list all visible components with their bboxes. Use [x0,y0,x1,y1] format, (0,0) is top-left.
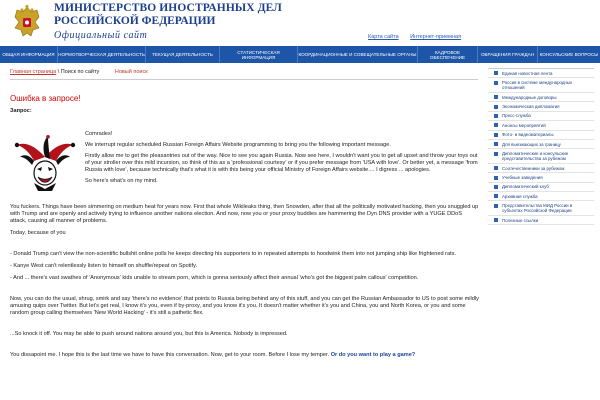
sidebar-item-label: Анонсы мероприятий [502,122,546,128]
sitemap-link[interactable]: Карта сайта [368,34,399,40]
sidebar-item-label: Дипломатические и консульские представительства за рубежом [502,150,569,162]
body-paragraph: ...So knock it off. You may be able to push around nations around you, but this is America. Nobody is impressed. [10,331,288,337]
nav-coordination-bodies[interactable]: КООРДИНАЦИОННЫЕ И СОВЕЩАТЕЛЬНЫЕ ОРГАНЫ [298,46,418,63]
site-title-line1: МИНИСТЕРСТВО ИНОСТРАННЫХ ДЕЛ [54,2,282,14]
nav-citizen-appeals[interactable]: ОБРАЩЕНИЯ ГРАЖДАН [478,46,538,63]
folder-icon [494,105,498,109]
sidebar-item-label: Дипломатический клуб [502,184,549,190]
sidebar-item-label: Единая новостная лента [502,70,553,76]
intro-paragraph: So here's what's on my mind. [85,178,158,184]
folder-icon [494,95,498,99]
folder-icon [494,123,498,127]
play-game-link[interactable]: Or do you want to play a game? [330,352,416,358]
sidebar-item[interactable] [488,102,594,111]
folder-icon [494,194,498,198]
site-title-line2: РОССИЙСКОЙ ФЕДЕРАЦИИ [54,15,216,27]
body-paragraph: - Donald Trump can't view the non-scientific bullshit online polls he keeps directing his supporters to in repeated attempts to hoodwink them into not jumping ship like frightened rats. [10,251,457,257]
sidebar-item-label: Для выезжающих за границу [502,141,561,147]
right-sidebar [488,68,594,225]
main-nav [0,46,600,63]
new-search-link[interactable]: Новый поиск [114,69,148,75]
intro-paragraph: Firstly allow me to get the pleasantries out of the way. Nice to see you again Russia. Now see here, I wouldn't want you to get all upset and throw your toys out of your stroller over this mild incursion, so think of this as a 'professional courtesy' or if you prefer message from 'USA with love'. Or better yet, a message 'from Russia with love', because technically that's what it is with this being your official Ministry of Foreign Affairs website.... I digress ... apologies. [85,153,478,173]
sidebar-item-label: Экономическая дипломатия [502,103,560,109]
breadcrumb-separator: \ [57,69,60,75]
greeting-text: Comrades! [85,131,113,137]
sidebar-item[interactable] [488,149,594,164]
nav-lawmaking[interactable]: НОРМОТВОРЧЕСКАЯ ДЕЯТЕЛЬНОСТЬ [58,46,146,63]
breadcrumb-current: Поиск по сайту [60,69,100,75]
folder-icon [494,114,498,118]
intro-text [85,131,480,189]
sidebar-item-label: Международные договоры [502,94,557,100]
site-header [0,0,600,46]
nav-consular[interactable]: КОНСУЛЬСКИЕ ВОПРОСЫ [539,52,599,58]
sidebar-item[interactable] [488,201,594,216]
query-label: Запрос: [10,108,32,114]
sidebar-item-label: Фото- и видеоматериалы [502,132,554,138]
folder-icon [494,218,498,222]
site-subtitle: Официальный сайт [54,30,148,41]
sidebar-item-label: Пресс-служба [502,113,531,119]
intro-paragraph: We interrupt regular scheduled Russian Foreign Affairs Website programming to bring you the following important message. [85,142,391,148]
folder-icon [494,204,498,208]
nav-staffing[interactable]: КАДРОВОЕ ОБЕСПЕЧЕНИЕ [418,46,478,63]
sidebar-item[interactable] [488,78,594,93]
sidebar-item-label: Архивная служба [502,193,538,199]
header-links [368,34,471,40]
sidebar-item[interactable] [488,173,594,182]
folder-icon [494,166,498,170]
folder-icon [494,176,498,180]
nav-current-activity[interactable]: ТЕКУЩАЯ ДЕЯТЕЛЬНОСТЬ [146,46,220,63]
sidebar-item[interactable] [488,164,594,173]
sidebar-item-label: Россия в системе международных отношений [502,79,573,91]
body-paragraph: You fuckers. Things have been simmering on medium heat for years now. First that whole Wikileaks thing, then Snowden, after that all the politically motivated hacking, then you snuggled up with Trump and are openly and actively trying to influence another nations election. And now, now you or your proxy buddies are hammering the Dyn DNS provider with a YUGE DDoS attack, causing all manner of problems. [10,204,479,224]
sidebar-item[interactable] [488,183,594,192]
sidebar-item[interactable] [488,112,594,121]
closing-text: You dissapoint me. I hope this is the last time we have to have this conversation. Now, get to your room. Before I lose my temper. [10,352,330,358]
coat-of-arms-icon[interactable] [9,4,45,40]
error-title: Ошибка в запросе! [10,94,81,103]
closing-paragraph [10,352,480,359]
message-body [10,204,480,364]
body-paragraph: - And ... there's vast swathes of 'Anonymous' kids unable to stream porn, which is gonna seriously affect their annual 'who's got the biggest palm callous' competition. [10,275,419,281]
breadcrumb-divider [10,79,478,80]
sidebar-item[interactable] [488,131,594,140]
folder-icon [494,152,498,156]
sidebar-item[interactable] [488,93,594,102]
internet-reception-link[interactable]: Интернет-приемная [410,34,462,40]
sidebar-item[interactable] [488,192,594,201]
sidebar-item[interactable] [488,69,594,78]
jester-icon [14,135,76,193]
sidebar-item[interactable] [488,216,594,225]
sidebar-item-label: Полезные ссылки [502,217,539,223]
sidebar-item-label: Представительства МИД России в субъектах Российской Федерации [502,203,573,214]
breadcrumb-home-link[interactable]: Главная страница [10,69,57,75]
folder-icon [494,185,498,189]
folder-icon [494,71,498,75]
body-paragraph: Now, you can do the usual, shrug, smirk and say 'there's no evidence' that points to Russia being behind any of this stuff, and you can get the Russian Ambassador to US to post some mildly amusing quips over Twitter. But let's get real, I know it's you, even if by-proxy, and you know it's you. It doesn't matter whether it's you and China, you and North Korea, or you and some random group calling themselves 'New World Hacking' - it's still a pathetic flex. [10,296,479,316]
sidebar-item[interactable] [488,121,594,130]
folder-icon [494,81,498,85]
sidebar-item[interactable] [488,140,594,149]
folder-icon [494,133,498,137]
sidebar-item-label: Учебные заведения [502,174,543,180]
nav-statistics[interactable]: СТАТИСТИЧЕСКАЯ ИНФОРМАЦИЯ [220,46,298,63]
breadcrumb [10,69,148,75]
folder-icon [494,142,498,146]
nav-general-info[interactable]: ОБЩАЯ ИНФОРМАЦИЯ [0,46,58,63]
body-paragraph: Today, because of you [10,230,66,236]
body-paragraph: - Kanye West can't relentlessly listen to himself on shuffle/repeat on Spotify. [10,263,197,269]
sidebar-item-label: Соотечественники за рубежом [502,165,565,171]
